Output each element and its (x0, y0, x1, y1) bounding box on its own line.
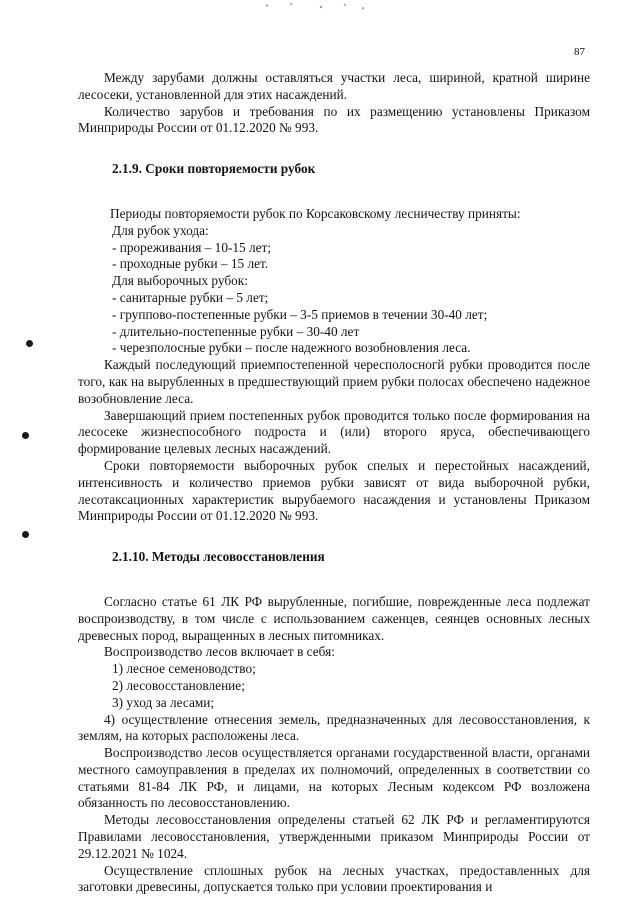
list-item: - группово-постепенные рубки – 3-5 приемов в течении 30-40 лет; (112, 306, 488, 322)
binder-hole-mark (22, 531, 29, 538)
list-item: 2) лесовосстановление; (112, 677, 245, 693)
paragraph: Количество зарубов и требования по их размещению установлены Приказом Минприроды России от 01.12.2020 № 993. (78, 103, 590, 136)
list-item: - санитарные рубки – 5 лет; (112, 289, 269, 305)
list-item: 1) лесное семеноводство; (112, 661, 256, 677)
paragraph: Между зарубами должны оставляться участки леса, шириной, кратной ширине лесосеки, установленной для этих насаждений. (78, 70, 590, 102)
binder-hole-mark (22, 432, 29, 439)
paragraph: Согласно статье 61 ЛК РФ вырубленные, погибшие, поврежденные леса подлежат воспроизводству, в том числе с использованием саженцев, сеянцев основных лесных древесных пород, выращенных в лесных питомниках. (78, 593, 590, 643)
list-item: 3) уход за лесами; (112, 694, 215, 710)
section-heading: 2.1.10. Методы лесовосстановления (112, 549, 325, 565)
paragraph: Осуществление сплошных рубок на лесных участках, предоставленных для заготовки древесины, допускается только при условии проектирования и (78, 862, 590, 895)
paragraph: 4) осуществление отнесения земель, предназначенных для лесовосстановления, к землям, на которых расположены леса. (78, 711, 590, 744)
paragraph: Воспроизводство лесов осуществляется органами государственной власти, органами местного самоуправления в пределах их полномочий, определенных в соответствии со статьями 81-84 ЛК РФ, и лицами, на которых Лесным кодексом РФ возложена обязанность по лесовосстановлению. (78, 745, 590, 811)
paragraph: Методы лесовосстановления определены статьей 62 ЛК РФ и регламентируются Правилами лесовосстановления, утвержденными приказом Минприроды России от 29.12.2021 № 1024. (78, 812, 590, 861)
list-item: - прореживания – 10-15 лет; (112, 239, 272, 255)
page-number: 87 (574, 46, 585, 58)
list-title: Для рубок ухода: (112, 222, 209, 238)
document-body (78, 70, 590, 896)
paragraph: Каждый последующий приемпостепенной чересполосногй рубки проводится после того, как на вырубленных в предшествующий прием рубки полосах обеспечено надежное возобновление леса. (78, 357, 590, 406)
binder-hole-mark (26, 340, 33, 347)
scan-artifact (255, 0, 375, 14)
paragraph: Периоды повторяемости рубок по Корсаковскому лесничеству приняты: (110, 205, 521, 221)
paragraph: Воспроизводство лесов включает в себя: (104, 644, 335, 660)
section-heading: 2.1.9. Сроки повторяемости рубок (112, 161, 316, 177)
list-item: - длительно-постепенные рубки – 30-40 лет (112, 323, 360, 339)
list-item: - проходные рубки – 15 лет. (112, 256, 269, 272)
paragraph: Сроки повторяемости выборочных рубок спелых и перестойных насаждений, интенсивность и количество приемов рубки зависят от вида выборочной рубки, лесотаксационных характеристик вырубаемого насаждения и установлены Приказом Минприроды России от 01.12.2020 № 993. (78, 457, 590, 524)
list-item: - черезполосные рубки – после надежного возобновления леса. (112, 340, 471, 356)
paragraph: Завершающий прием постепенных рубок проводится только после формирования на лесосеке жизнеспособного подроста и (или) второго яруса, обеспечивающего формирование целевых лесных насаждений. (78, 407, 590, 457)
list-title: Для выборочных рубок: (112, 273, 248, 289)
